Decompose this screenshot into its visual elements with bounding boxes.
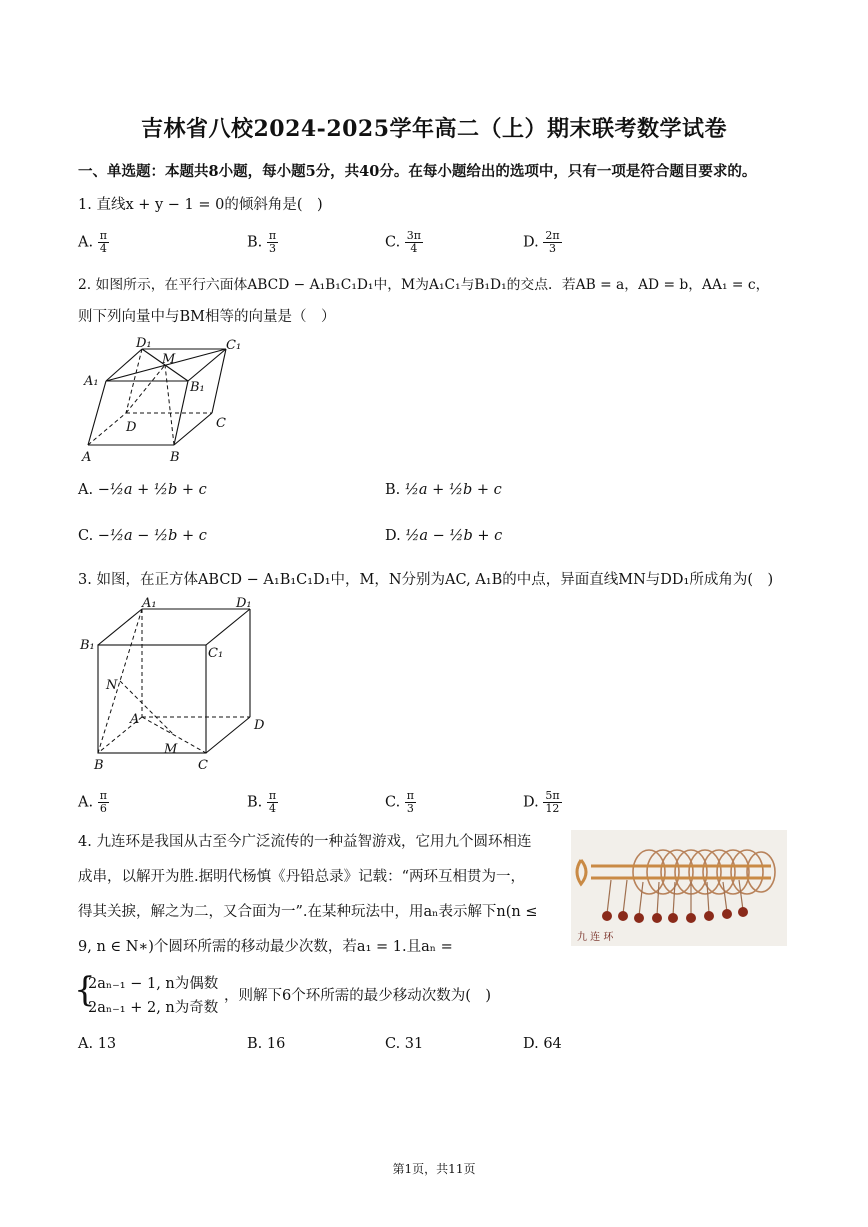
case-odd: 2aₙ₋₁ + 2, n为奇数 [88,1000,219,1016]
question-2-line2: 则下列向量中与BM相等的向量是（ ） [78,309,336,325]
q1-option-c: C. $\frac{3\pi}{4}$ [385,229,422,255]
label-a1: A₁ [142,596,157,611]
page-title: 吉林省八校2024-2025学年高二（上）期末联考数学试卷 [140,116,728,142]
label-d: D [126,420,137,435]
label-d1: D₁ [236,596,252,611]
q4-option-c: C. 31 [385,1036,424,1052]
label-b1: B₁ [80,638,95,653]
q3-option-d: D. $\frac{5\pi}{12}$ [523,789,560,815]
label-a1: A₁ [84,374,99,389]
label-b1: B₁ [190,380,205,395]
label-d1: D₁ [136,336,152,351]
image-caption: 九 连 环 [577,932,614,943]
q4-option-a: A. 13 [78,1036,117,1052]
question-4-line3: 得其关捩，解之为二，又合面为一”.在某种玩法中，用aₙ表示解下n(n ≤ [78,904,538,920]
q3-option-b: B. $\frac{\pi}{4}$ [247,789,277,815]
question-4-line2: 成串，以解开为胜.据明代杨慎《丹铅总录》记载：“两环互相贯为一， [78,869,526,885]
question-2-line1: 2. 如图所示，在平行六面体ABCD − A₁B₁C₁D₁中，M为A₁C₁与B₁D₁的交点．若AB = a，AD = b，AA₁ = c， [78,277,770,293]
q1-option-a: A. $\frac{\pi}{4}$ [78,229,107,255]
q2-option-d: D. ½a − ½b + c [385,528,503,544]
label-n: N [106,678,118,693]
parallelepiped-figure [78,335,258,467]
nine-rings-image [571,830,787,946]
label-a: A [82,450,92,465]
q3-option-a: A. $\frac{\pi}{6}$ [78,789,107,815]
q2-option-b: B. ½a + ½b + c [385,482,502,498]
q3-option-c: C. $\frac{\pi}{3}$ [385,789,415,815]
case-even: 2aₙ₋₁ − 1, n为偶数 [88,976,219,992]
q1-option-d: D. $\frac{2\pi}{3}$ [523,229,560,255]
q2-option-a: A. −½a + ½b + c [78,482,207,498]
question-4-line4: 9, n ∈ N∗)个圆环所需的移动最少次数，若a₁ = 1.且aₙ = [78,939,453,955]
question-4-tail: ，则解下6个环所需的最少移动次数为( ) [224,988,492,1004]
label-c: C [198,758,208,773]
label-c1: C₁ [226,338,242,353]
label-b: B [170,450,180,465]
label-m: M [164,742,178,757]
question-4-line1: 4. 九连环是我国从古至今广泛流传的一种益智游戏，它用九个圆环相连 [78,834,532,850]
label-b: B [94,758,104,773]
label-c: C [216,416,226,431]
q4-option-d: D. 64 [523,1036,562,1052]
q4-option-b: B. 16 [247,1036,286,1052]
question-3-stem: 3. 如图，在正方体ABCD − A₁B₁C₁D₁中，M，N分别为AC, A₁B的中点，异面直线MN与DD₁所成角为( ) [78,572,774,588]
label-c1: C₁ [208,646,224,661]
q2-option-c: C. −½a − ½b + c [78,528,207,544]
page-footer: 第1页，共11页 [392,1162,476,1176]
label-d: D [254,718,265,733]
cube-figure [78,595,278,775]
label-a: A [130,712,140,727]
section-heading: 一、单选题：本题共8小题，每小题5分，共40分。在每小题给出的选项中，只有一项是符合题目要求的。 [78,163,757,180]
label-m: M [162,352,176,367]
q1-option-b: B. $\frac{\pi}{3}$ [247,229,277,255]
question-1-stem: 1. 直线x + y − 1 = 0的倾斜角是( ) [78,197,323,213]
